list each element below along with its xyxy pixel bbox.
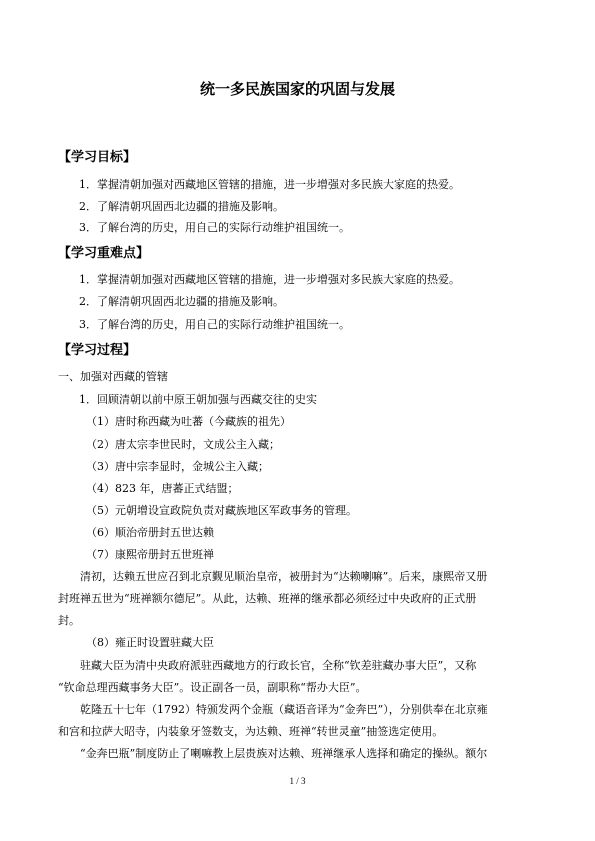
paragraph-line: “金奔巴瓶”制度防止了喇嘛教上层贵族对达赖、班禅继承人选择和确定的操纵。额尔 <box>80 747 488 760</box>
keypoint-item: 2．了解清朝巩固西北边疆的措施及影响。 <box>79 295 284 308</box>
paragraph-line: 封。 <box>58 614 80 627</box>
process-subheading: 1．回顾清朝以前中原王朝加强与西藏交往的史实 <box>79 393 317 406</box>
goal-item: 1．掌握清朝加强对西藏地区管辖的措施，进一步增强对多民族大家庭的热爱。 <box>79 178 460 191</box>
paragraph-line: 清初，达赖五世应召到北京觐见顺治皇帝，被册封为“达赖喇嘛”。后来，康熙帝又册 <box>80 570 488 583</box>
paragraph-line: 乾隆五十七年（1792）特颁发两个金瓶（藏语音译为“金奔巴”），分别供奉在北京雍 <box>80 703 488 716</box>
paragraph-line: 和宫和拉萨大昭寺，内装象牙签数支，为达赖、班禅“转世灵童”抽签选定使用。 <box>58 725 444 738</box>
process-point: （2）唐太宗李世民时，文成公主入藏； <box>86 438 280 451</box>
paragraph-line: 驻藏大臣为清中央政府派驻西藏地方的行政长官，全称“钦差驻藏办事大臣”，又称 <box>80 659 477 672</box>
process-point: （7）康熙帝册封五世班禅 <box>86 548 214 561</box>
process-point: （5）元朝增设宣政院负责对藏族地区军政事务的管理。 <box>86 504 357 517</box>
goal-item: 2．了解清朝巩固西北边疆的措施及影响。 <box>79 200 284 213</box>
paragraph-line: “钦命总理西藏事务大臣”。设正副各一员，副职称“帮办大臣”。 <box>58 681 367 694</box>
process-point: （1）唐时称西藏为吐蕃（今藏族的祖先） <box>86 415 291 428</box>
goal-item: 3．了解台湾的历史，用自己的实际行动维护祖国统一。 <box>79 221 350 234</box>
goals-heading: 【学习目标】 <box>58 150 137 165</box>
paragraph-line: 封班禅五世为“班禅额尔德尼”。从此，达赖、班禅的继承都必须经过中央政府的正式册 <box>58 592 477 605</box>
keypoint-item: 1．掌握清朝加强对西藏地区管辖的措施，进一步增强对多民族大家庭的热爱。 <box>79 273 460 286</box>
keypoints-heading: 【学习重难点】 <box>58 246 150 261</box>
process-point: （3）唐中宗李显时，金城公主入藏； <box>86 460 269 473</box>
keypoint-item: 3．了解台湾的历史，用自己的实际行动维护祖国统一。 <box>79 318 350 331</box>
process-point: （8）雍正时设置驻藏大臣 <box>86 636 214 649</box>
process-point: （4）823 年，唐蕃正式结盟； <box>86 482 239 495</box>
page-number: 1 / 3 <box>289 776 306 786</box>
process-section-heading: 一、加强对西藏的管辖 <box>58 370 168 383</box>
process-point: （6）顺治帝册封五世达赖 <box>86 526 214 539</box>
page-title: 统一多民族国家的巩固与发展 <box>199 80 395 98</box>
process-heading: 【学习过程】 <box>58 343 137 358</box>
